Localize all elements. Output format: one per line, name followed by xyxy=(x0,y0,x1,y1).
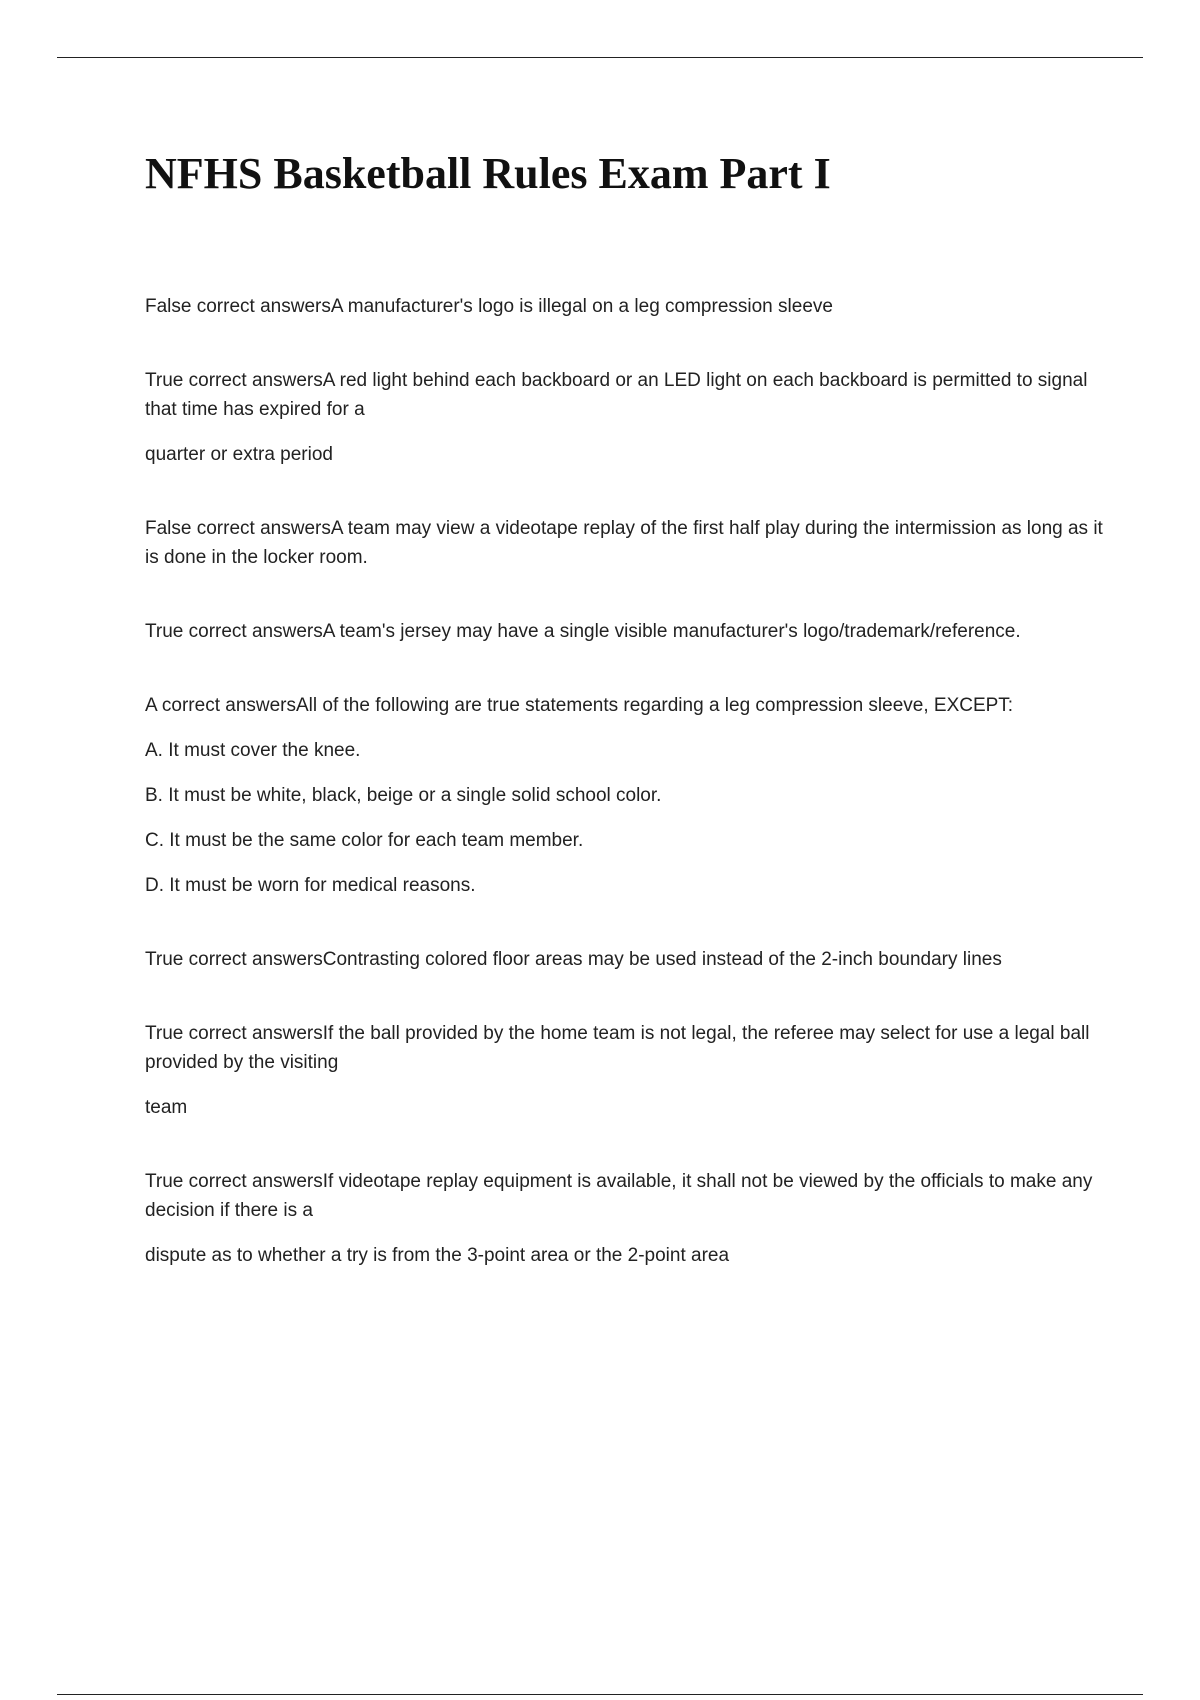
question-item-8 xyxy=(145,1167,1105,1270)
answer-line: True correct answersIf videotape replay equipment is available, it shall not be viewed by the officials to make any decision if there is a xyxy=(145,1171,1093,1221)
answer-continuation: team xyxy=(145,1097,188,1118)
option-c: C. It must be the same color for each team member. xyxy=(145,830,584,851)
option-d: D. It must be worn for medical reasons. xyxy=(145,875,476,896)
question-item-4 xyxy=(145,617,1105,646)
question-item-1 xyxy=(145,292,1105,321)
option-a: A. It must cover the knee. xyxy=(145,740,361,761)
answer-continuation: dispute as to whether a try is from the 3-point area or the 2-point area xyxy=(145,1245,730,1266)
question-list xyxy=(145,292,1105,1315)
question-item-6 xyxy=(145,945,1105,974)
question-item-2 xyxy=(145,366,1105,469)
question-item-3 xyxy=(145,514,1105,572)
top-divider xyxy=(57,57,1143,58)
option-b: B. It must be white, black, beige or a single solid school color. xyxy=(145,785,662,806)
answer-line: True correct answersA red light behind each backboard or an LED light on each backboard is permitted to signal that time has expired for a xyxy=(145,370,1088,420)
answer-line: True correct answersIf the ball provided by the home team is not legal, the referee may select for use a legal ball provided by the visiting xyxy=(145,1023,1090,1073)
answer-line: A correct answersAll of the following are true statements regarding a leg compression sleeve, EXCEPT: xyxy=(145,695,1014,716)
answer-line: False correct answersA manufacturer's logo is illegal on a leg compression sleeve xyxy=(145,296,833,317)
answer-continuation: quarter or extra period xyxy=(145,444,333,465)
answer-line: True correct answersContrasting colored floor areas may be used instead of the 2-inch boundary lines xyxy=(145,949,1002,970)
answer-line: True correct answersA team's jersey may have a single visible manufacturer's logo/trademark/reference. xyxy=(145,621,1021,642)
question-item-7 xyxy=(145,1019,1105,1122)
answer-line: False correct answersA team may view a videotape replay of the first half play during the intermission as long as it is done in the locker room. xyxy=(145,518,1103,568)
question-item-5 xyxy=(145,691,1105,900)
bottom-divider xyxy=(57,1694,1143,1695)
page-title: NFHS Basketball Rules Exam Part I xyxy=(145,149,831,198)
